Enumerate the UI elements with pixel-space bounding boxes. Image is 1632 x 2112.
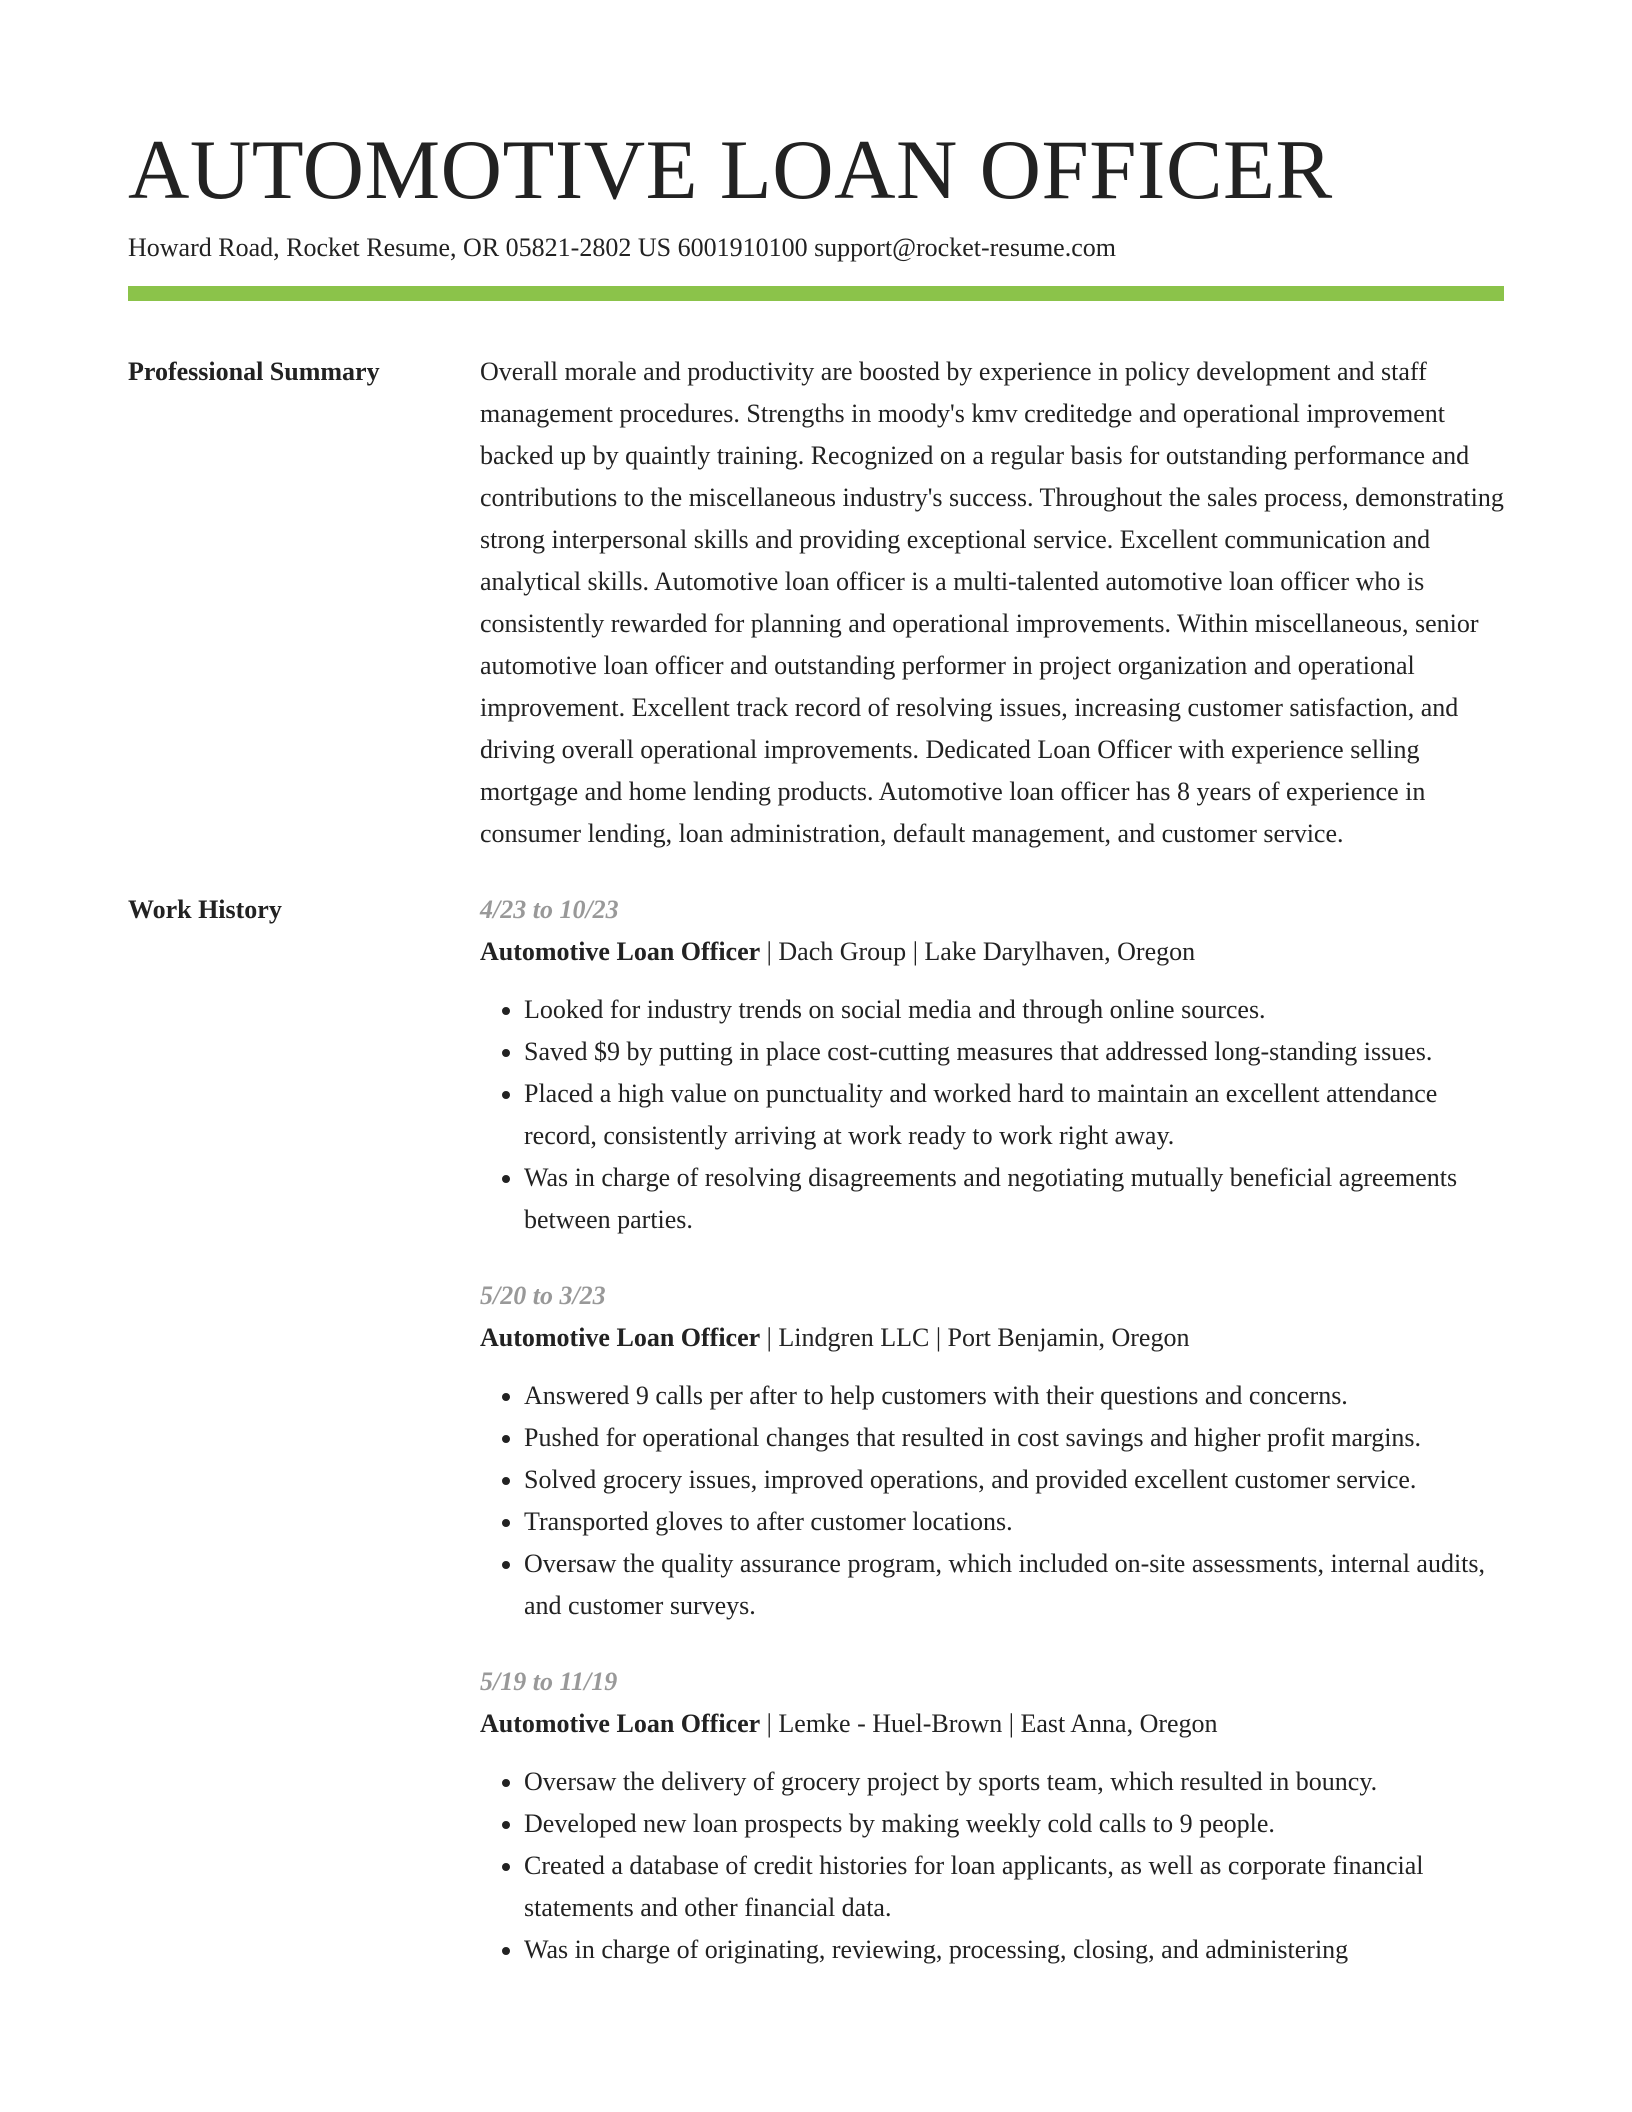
job-entry bbox=[480, 889, 1504, 1241]
job-bullet: • Was in charge of resolving disagreements and negotiating mutually beneficial agreements between parties. bbox=[524, 1157, 1504, 1241]
job-bullet: • Placed a high value on punctuality and worked hard to maintain an excellent attendance record, consistently arriving at work ready to work right away. bbox=[524, 1073, 1504, 1157]
job-title-line bbox=[480, 931, 1504, 973]
job-dates: 5/20 to 3/23 bbox=[480, 1281, 606, 1310]
work-history-section bbox=[128, 889, 1504, 2005]
resume-name-heading: AUTOMOTIVE LOAN OFFICER bbox=[128, 123, 1333, 217]
job-role: Automotive Loan Officer bbox=[480, 1709, 761, 1738]
job-bullet-list bbox=[480, 989, 1504, 1241]
job-location: Port Benjamin, Oregon bbox=[947, 1323, 1190, 1352]
job-title-line bbox=[480, 1317, 1504, 1359]
job-separator: | bbox=[766, 1709, 772, 1738]
job-dates: 5/19 to 11/19 bbox=[480, 1667, 618, 1696]
job-bullet-list bbox=[480, 1761, 1504, 1971]
section-label-work: Work History bbox=[128, 895, 282, 924]
job-separator: | bbox=[1008, 1709, 1014, 1738]
job-company: Lindgren LLC bbox=[778, 1323, 930, 1352]
job-bullet: • Pushed for operational changes that resulted in cost savings and higher profit margins. bbox=[524, 1417, 1504, 1459]
contact-email: support@rocket-resume.com bbox=[814, 233, 1116, 262]
job-separator: | bbox=[766, 1323, 772, 1352]
job-entry bbox=[480, 1661, 1504, 1971]
job-bullet: • Transported gloves to after customer locations. bbox=[524, 1501, 1504, 1543]
job-bullet: • Was in charge of originating, reviewing, processing, closing, and administering bbox=[524, 1929, 1504, 1971]
job-bullet-list bbox=[480, 1375, 1504, 1627]
job-separator: | bbox=[935, 1323, 942, 1352]
job-location: Lake Darylhaven, Oregon bbox=[924, 937, 1196, 966]
professional-summary-section bbox=[128, 351, 1504, 855]
job-role: Automotive Loan Officer bbox=[480, 1323, 761, 1352]
job-location: East Anna, Oregon bbox=[1020, 1709, 1218, 1738]
section-label-summary: Professional Summary bbox=[128, 357, 380, 386]
job-bullet: • Developed new loan prospects by making weekly cold calls to 9 people. bbox=[524, 1803, 1504, 1845]
contact-line bbox=[128, 230, 1504, 266]
job-entry bbox=[480, 1275, 1504, 1627]
contact-address: Howard Road, Rocket Resume, OR 05821-2802 US bbox=[128, 233, 672, 262]
summary-body bbox=[480, 351, 1504, 855]
job-separator: | bbox=[766, 937, 772, 966]
job-bullet: • Oversaw the quality assurance program, which included on-site assessments, internal audits, and customer surveys. bbox=[524, 1543, 1504, 1627]
job-bullet: • Saved $9 by putting in place cost-cutting measures that addressed long-standing issues. bbox=[524, 1031, 1504, 1073]
resume-page bbox=[128, 120, 1504, 2005]
job-separator: | bbox=[912, 937, 918, 966]
job-bullet: • Created a database of credit histories for loan applicants, as well as corporate financial statements and other financial data. bbox=[524, 1845, 1504, 1929]
job-company: Dach Group bbox=[778, 937, 907, 966]
accent-divider bbox=[128, 286, 1504, 301]
contact-phone: 6001910100 bbox=[677, 233, 808, 262]
job-bullet: • Looked for industry trends on social media and through online sources. bbox=[524, 989, 1504, 1031]
job-role: Automotive Loan Officer bbox=[480, 937, 761, 966]
work-body bbox=[480, 889, 1504, 2005]
job-bullet: • Solved grocery issues, improved operations, and provided excellent customer service. bbox=[524, 1459, 1504, 1501]
job-bullet: • Oversaw the delivery of grocery project by sports team, which resulted in bouncy. bbox=[524, 1761, 1504, 1803]
job-bullet: • Answered 9 calls per after to help customers with their questions and concerns. bbox=[524, 1375, 1504, 1417]
summary-text: Overall morale and productivity are boosted by experience in policy development and staff management procedures. Strengths in moody's kmv creditedge and operational improvement backed up by quaintly training. Recognized on a regular basis for outstanding performance and contributions to the miscellaneous industry's success. Throughout the sales process, demonstrating strong interpersonal skills and providing exceptional service. Excellent communication and analytical skills. Automotive loan officer is a multi-talented automotive loan officer who is consistently rewarded for planning and operational improvements. Within miscellaneous, senior automotive loan officer and outstanding performer in project organization and operational improvement. Excellent track record of resolving issues, increasing customer satisfaction, and driving overall operational improvements. Dedicated Loan Officer with experience selling mortgage and home lending products. Automotive loan officer has 8 years of experience in consumer lending, loan administration, default management, and customer service. bbox=[480, 357, 1504, 848]
job-company: Lemke - Huel-Brown bbox=[778, 1709, 1003, 1738]
job-dates: 4/23 to 10/23 bbox=[480, 895, 619, 924]
job-title-line bbox=[480, 1703, 1504, 1745]
